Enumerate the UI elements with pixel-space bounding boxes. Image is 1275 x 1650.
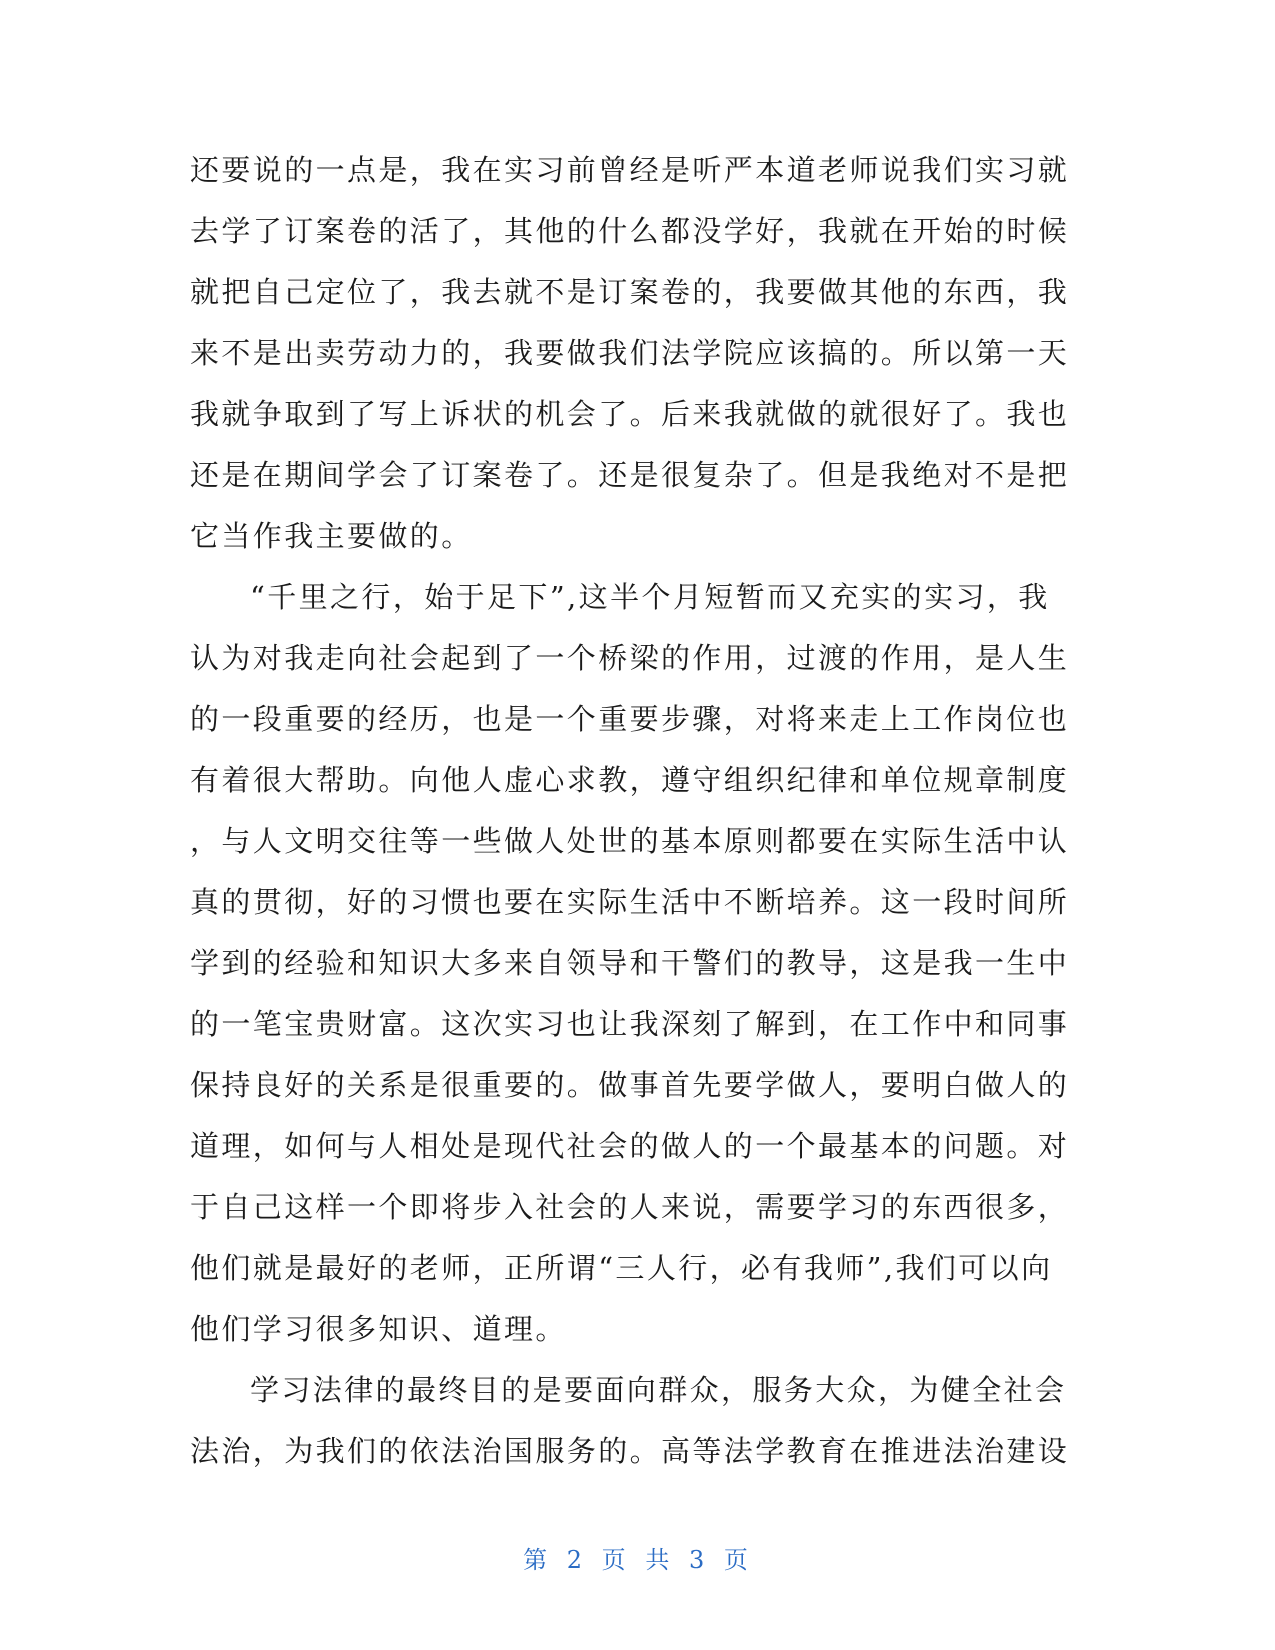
- text-line: 还要说的一点是，我在实习前曾经是听严本道老师说我们实习就: [190, 153, 1070, 187]
- text-line: 它当作我主要做的。: [190, 519, 473, 553]
- text-line: 学到的经验和知识大多来自领导和干警们的教导，这是我一生中: [190, 946, 1070, 980]
- text-line: “千里之行，始于足下”,这半个月短暂而又充实的实习，我: [250, 580, 1050, 614]
- total-page-number: 3: [688, 1546, 709, 1574]
- footer-label-total: 共: [645, 1546, 674, 1574]
- text-line: 就把自己定位了，我去就不是订案卷的，我要做其他的东西，我: [190, 275, 1070, 309]
- footer-label-page: 第: [523, 1546, 552, 1574]
- text-line: 真的贯彻，好的习惯也要在实际生活中不断培养。这一段时间所: [190, 885, 1070, 919]
- text-line: ，与人文明交往等一些做人处世的基本原则都要在实际生活中认: [190, 824, 1070, 858]
- text-line: 来不是出卖劳动力的，我要做我们法学院应该搞的。所以第一天: [190, 336, 1070, 370]
- text-line: 我就争取到了写上诉状的机会了。后来我就做的就很好了。我也: [190, 397, 1070, 431]
- footer-label-ye: 页: [601, 1546, 630, 1574]
- text-line: 还是在期间学会了订案卷了。还是很复杂了。但是我绝对不是把: [190, 458, 1070, 492]
- text-line: 于自己这样一个即将步入社会的人来说，需要学习的东西很多，: [190, 1190, 1070, 1224]
- text-line: 他们就是最好的老师，正所谓“三人行，必有我师”,我们可以向: [190, 1251, 1053, 1285]
- text-line: 认为对我走向社会起到了一个桥梁的作用，过渡的作用，是人生: [190, 641, 1070, 675]
- text-line: 保持良好的关系是很重要的。做事首先要学做人，要明白做人的: [190, 1068, 1070, 1102]
- text-line: 去学了订案卷的活了，其他的什么都没学好，我就在开始的时候: [190, 214, 1070, 248]
- text-line: 法治，为我们的依法治国服务的。高等法学教育在推进法治建设: [190, 1434, 1070, 1468]
- text-line: 的一段重要的经历，也是一个重要步骤，对将来走上工作岗位也: [190, 702, 1070, 736]
- text-line: 有着很大帮助。向他人虚心求教，遵守组织纪律和单位规章制度: [190, 763, 1070, 797]
- footer-label-ye2: 页: [723, 1546, 752, 1574]
- text-line: 学习法律的最终目的是要面向群众，服务大众，为健全社会: [250, 1373, 1067, 1407]
- current-page-number: 2: [566, 1546, 587, 1574]
- body-text: [190, 140, 1085, 1482]
- page-footer: [0, 1540, 1275, 1575]
- text-line: 的一笔宝贵财富。这次实习也让我深刻了解到，在工作中和同事: [190, 1007, 1070, 1041]
- text-line: 道理，如何与人相处是现代社会的做人的一个最基本的问题。对: [190, 1129, 1070, 1163]
- text-line: 他们学习很多知识、道理。: [190, 1312, 567, 1346]
